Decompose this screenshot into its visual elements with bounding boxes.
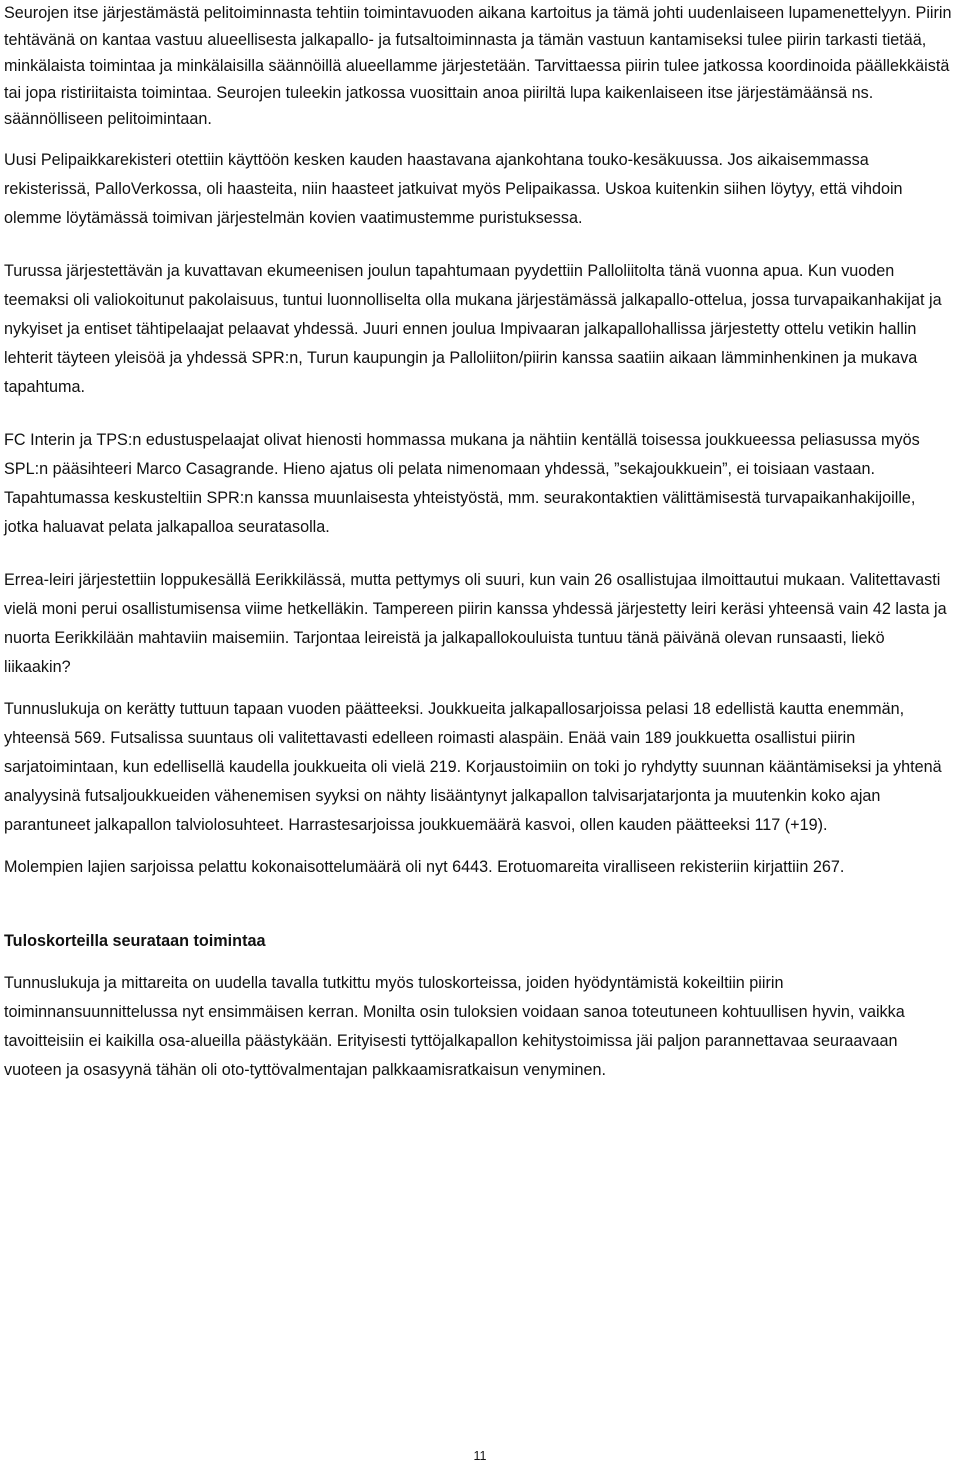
paragraph-key-figures: Tunnuslukuja on kerätty tuttuun tapaan vuoden päätteeksi. Joukkueita jalkapallosarjoissa pelasi 18 edellistä kautta enemmän, yhteensä 569. Futsalissa suuntaus oli valitettavasti edelleen roimasti alaspäin. Enää vain 189 joukkuetta osallistui piirin sarjatoimintaan, kun edellisellä kaudella joukkueita oli vielä 219. Korjaustoimiin on toki jo ryhdytty suunnan kääntämiseksi ja yhtenä analyysinä futsaljoukkueiden vähenemisen syyksi on nähty lisääntynyt jalkapallon talvisarjatarjonta ja muutenkin koko ajan parantuneet jalkapallon talviolosuhteet. Harrastesarjoissa joukkuemäärä kasvoi, ollen kauden päätteeksi 117 (+19). [4,699,942,834]
paragraph-total-matches: Molempien lajien sarjoissa pelattu kokonaisottelumäärä oli nyt 6443. Erotuomareita viralliseen rekisteriin kirjattiin 267. [4,857,845,876]
document-page [4,0,954,1085]
paragraph-scorecards: Tunnuslukuja ja mittareita on uudella tavalla tutkittu myös tuloskorteissa, joiden hyödyntämistä kokeiltiin piirin toiminnansuunnittelussa nyt ensimmäisen kerran. Monilta osin tuloksien voidaan sanoa toteutuneen kohtuullisen hyvin, vaikka tavoitteisiin ei kaikilla osa-alueilla päästykään. Erityisesti tyttöjalkapallon kehitystoimissa jäi paljon parannettavaa seuraavaan vuoteen ja osasyynä tähän oli oto-tyttövalmentajan palkkaamisratkaisun venyminen. [4,973,905,1079]
paragraph-ecumenical-christmas: Turussa järjestettävän ja kuvattavan ekumeenisen joulun tapahtumaan pyydettiin Palloliitolta tänä vuonna apua. Kun vuoden teemaksi oli valiokoitunut pakolaisuus, tuntui luonnolliselta olla mukana järjestämässä jalkapallo-ottelua, jossa turvapaikanhakijat ja nykyiset ja entiset tähtipelaajat pelaavat yhdessä. Juuri ennen joulua Impivaaran jalkapallohallissa järjestetty ottelu vetikin hallin lehterit täyteen yleisöä ja yhdessä SPR:n, Turun kaupungin ja Palloliiton/piirin kanssa saatiin aikaan lämminhenkinen ja mukava tapahtuma. [4,261,942,396]
paragraph-errea-camp: Errea-leiri järjestettiin loppukesällä Eerikkilässä, mutta pettymys oli suuri, kun vain 26 osallistujaa ilmoittautui mukaan. Valitettavasti vielä moni perui osallistumisensa viime hetkelläkin. Tampereen piirin kanssa yhdessä järjestetty leiri keräsi yhteensä vain 42 lasta ja nuorta Eerikkilään mahtaviin maisemiin. Tarjontaa leireistä ja jalkapallokouluista tuntuu tänä päivänä olevan runsaasti, liekö liikaakin? [4,570,947,676]
section-heading: Tuloskorteilla seurataan toimintaa [4,931,266,950]
paragraph-fc-inter-tps: FC Interin ja TPS:n edustuspelaajat olivat hienosti hommassa mukana ja nähtiin kentällä toisessa joukkueessa peliasussa myös SPL:n pääsihteeri Marco Casagrande. Hieno ajatus oli pelata nimenomaan yhdessä, ”sekajoukkuein”, ei toisiaan vastaan. Tapahtumassa keskusteltiin SPR:n kanssa muunlaisesta yhteistyöstä, mm. seurakontaktien välittämisestä turvapaikanhakijoille, jotka haluavat pelata jalkapalloa seuratasolla. [4,430,920,536]
paragraph-season-game-activities: Seurojen itse järjestämästä pelitoiminnasta tehtiin toimintavuoden aikana kartoitus ja tämä johti uudenlaiseen lupamenettelyyn. Piirin tehtävänä on kantaa vastuu alueellisesta jalkapallo- ja futsaltoiminnasta ja tämän vastuun kantamiseksi tulee piirin tarkasti tietää, minkälaista toimintaa ja minkälaisilla säännöillä alueellamme järjestetään. Tarvittaessa piirin tulee jatkossa koordinoida päällekkäistä tai jopa ristiriitaista toimintaa. Seurojen tuleekin jatkossa vuosittain anoa piiriltä lupa kaikenlaiseen itse järjestämäänsä ns. säännölliseen pelitoimintaan. [4,4,952,128]
page-number: 11 [473,1449,487,1463]
paragraph-pelipaikka-registry: Uusi Pelipaikkarekisteri otettiin käyttöön kesken kauden haastavana ajankohtana touko-kesäkuussa. Jos aikaisemmassa rekisterissä, PalloVerkossa, oli haasteita, niin haasteet jatkuivat myös Pelipaikassa. Uskoa kuitenkin siihen löytyy, että vihdoin olemme löytämässä toimivan järjestelmän kovien vaatimustemme puristuksessa. [4,150,903,227]
